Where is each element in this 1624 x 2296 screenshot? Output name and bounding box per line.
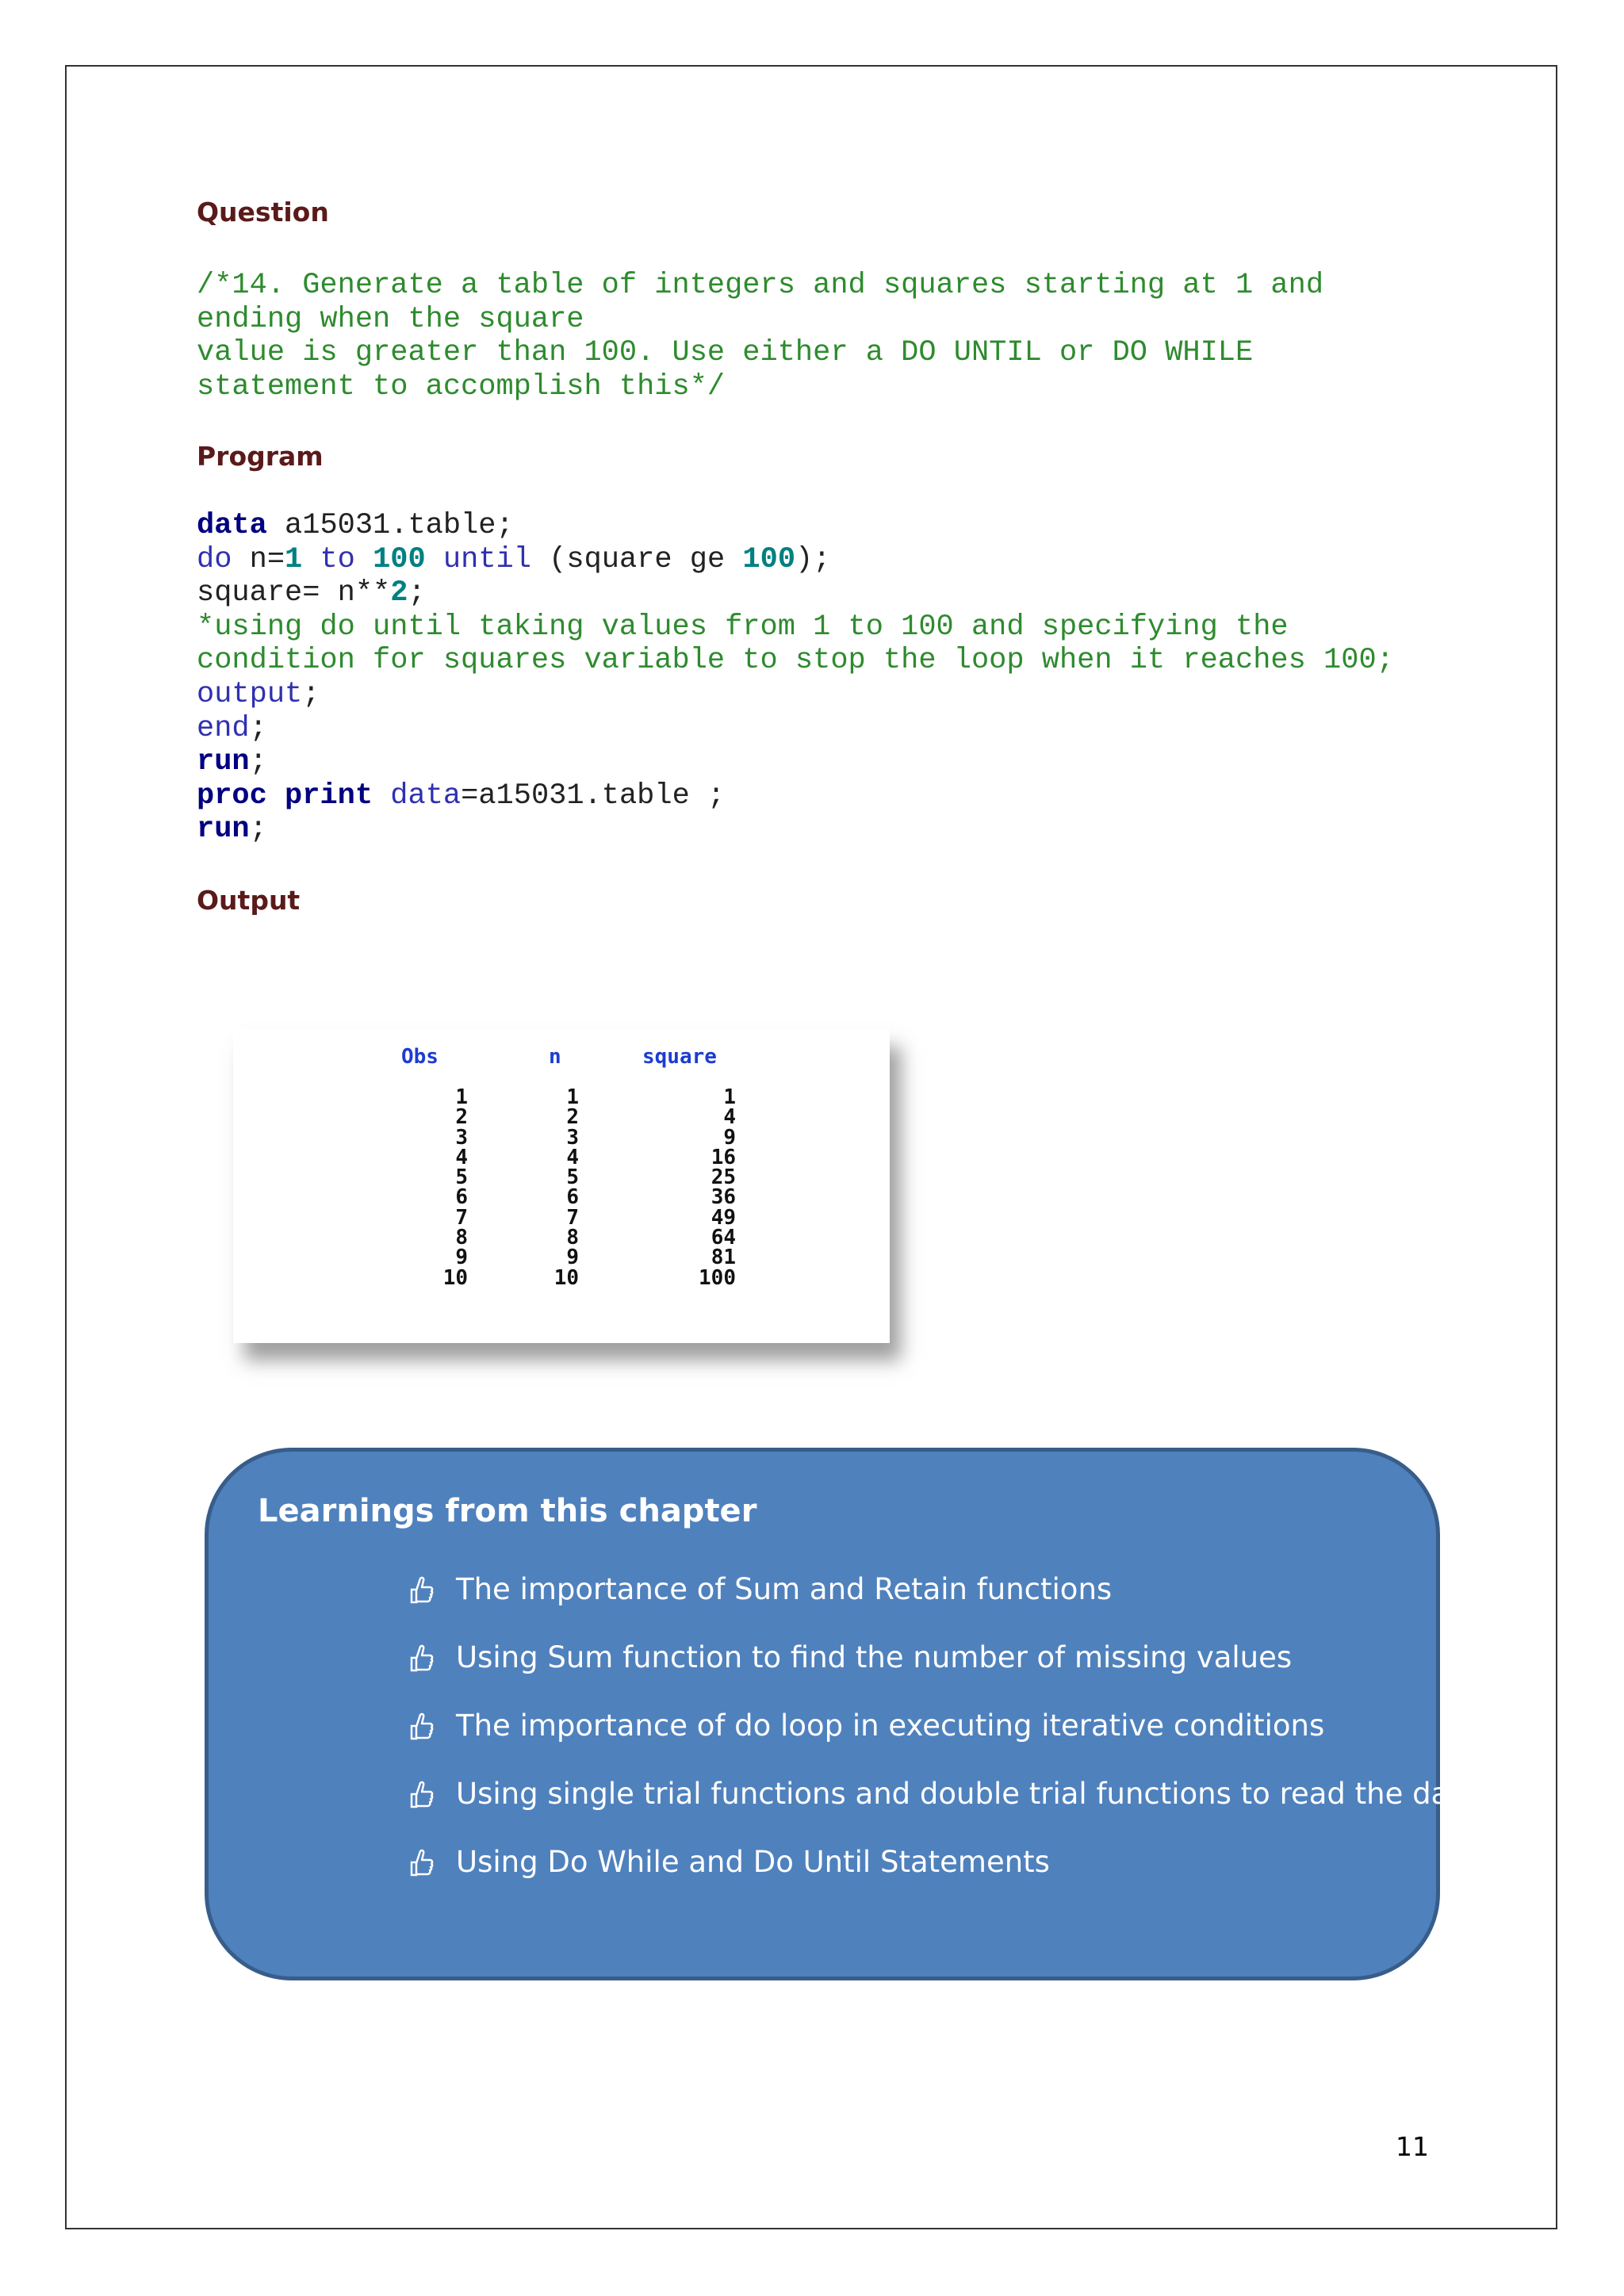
page-number: 11 [1396, 2131, 1429, 2162]
code-number: 1 [285, 542, 303, 576]
table-cell: 100 [699, 1265, 736, 1290]
learning-item-text: The importance of Sum and Retain functions [456, 1572, 1113, 1606]
table-cell: 9 [566, 1246, 579, 1270]
code-number: 100 [373, 542, 426, 576]
code-keyword: until [425, 542, 531, 576]
code-keyword: run [197, 745, 250, 779]
learning-item-text: Using single trial functions and double trial functions to read the data [456, 1777, 1479, 1811]
code-keyword: output [197, 677, 303, 711]
code-text: ); [795, 542, 831, 576]
table-cell: 1 [455, 1085, 468, 1109]
table-cell: 9 [455, 1246, 468, 1270]
learning-item-text: The importance of do loop in executing iterative conditions [456, 1709, 1325, 1743]
table-cell: 49 [710, 1205, 736, 1230]
code-keyword: end [197, 711, 250, 745]
code-keyword: run [197, 813, 250, 847]
column-header: Obs [401, 1045, 439, 1069]
code-text: ; [249, 745, 267, 779]
question-line: /*14. Generate a table of integers and squares starting at 1 and [197, 269, 1324, 302]
learning-item-text: Using Sum function to find the number of missing values [456, 1640, 1293, 1674]
thumbs-up-icon [405, 1644, 434, 1672]
square-column [699, 1085, 736, 1290]
code-text: square= n** [197, 576, 391, 610]
table-cell: 3 [455, 1125, 468, 1150]
code-keyword: proc [197, 779, 267, 813]
output-table [233, 1029, 890, 1343]
table-cell: 25 [710, 1165, 736, 1190]
table-cell: 9 [723, 1125, 736, 1150]
question-line: value is greater than 100. Use either a DO UNTIL or DO WHILE [197, 336, 1254, 370]
code-text: ; [408, 576, 426, 610]
table-cell: 4 [455, 1145, 468, 1169]
table-cell: 5 [455, 1165, 468, 1190]
table-cell: 16 [710, 1145, 736, 1169]
table-cell: 5 [566, 1165, 579, 1190]
learning-item [405, 1709, 1324, 1743]
question-line: ending when the square [197, 302, 584, 336]
table-cell: 2 [566, 1105, 579, 1130]
question-line: statement to accomplish this*/ [197, 369, 726, 404]
table-cell: 7 [455, 1205, 468, 1230]
table-cell: 8 [566, 1226, 579, 1250]
code-text: a15031.table; [266, 509, 514, 542]
table-cell: 2 [455, 1105, 468, 1130]
thumbs-up-icon [405, 1848, 434, 1877]
table-cell: 36 [710, 1185, 736, 1210]
column-header: square [642, 1045, 717, 1069]
code-keyword: data [197, 509, 267, 542]
program-code [197, 509, 1394, 847]
thumbs-up-icon [405, 1712, 434, 1740]
code-text: ; [249, 711, 267, 745]
thumbs-up-icon [405, 1575, 434, 1604]
table-cell: 6 [455, 1185, 468, 1210]
code-comment: condition for squares variable to stop the loop when it reaches 100; [197, 644, 1394, 678]
table-cell: 1 [566, 1085, 579, 1109]
learning-item [405, 1845, 1050, 1879]
learning-item [405, 1640, 1292, 1674]
question-comment [197, 269, 1323, 404]
table-cell: 64 [710, 1226, 736, 1250]
code-keyword: to [302, 542, 373, 576]
learnings-box [205, 1448, 1479, 1980]
program-heading: Program [197, 441, 324, 472]
code-text: ; [302, 677, 320, 711]
code-number: 2 [390, 576, 408, 610]
code-comment: *using do until taking values from 1 to 100 and specifying the [197, 610, 1289, 644]
code-keyword: print [285, 779, 373, 813]
learning-item [405, 1572, 1112, 1606]
table-cell: 8 [455, 1226, 468, 1250]
table-cell: 4 [566, 1145, 579, 1169]
code-text: (square ge [530, 542, 743, 576]
column-header: n [549, 1045, 561, 1069]
thumbs-up-icon [405, 1780, 434, 1808]
table-cell: 4 [723, 1105, 736, 1130]
table-cell: 10 [442, 1265, 468, 1290]
table-cell: 7 [566, 1205, 579, 1230]
code-number: 100 [742, 542, 796, 576]
table-cell: 3 [566, 1125, 579, 1150]
learning-item-text: Using Do While and Do Until Statements [456, 1845, 1050, 1879]
obs-column [442, 1085, 468, 1290]
code-text: ; [249, 813, 267, 847]
code-keyword: do [197, 542, 232, 576]
table-cell: 6 [566, 1185, 579, 1210]
learning-item [405, 1777, 1478, 1811]
output-heading: Output [197, 885, 301, 916]
question-heading: Question [197, 197, 329, 228]
n-column [553, 1085, 579, 1290]
table-cell: 10 [553, 1265, 579, 1290]
code-text: n= [232, 542, 285, 576]
code-keyword: data [390, 779, 462, 813]
table-cell: 81 [710, 1246, 736, 1270]
table-cell: 1 [723, 1085, 736, 1109]
code-text: =a15031.table ; [461, 779, 726, 813]
learnings-title: Learnings from this chapter [258, 1493, 757, 1529]
